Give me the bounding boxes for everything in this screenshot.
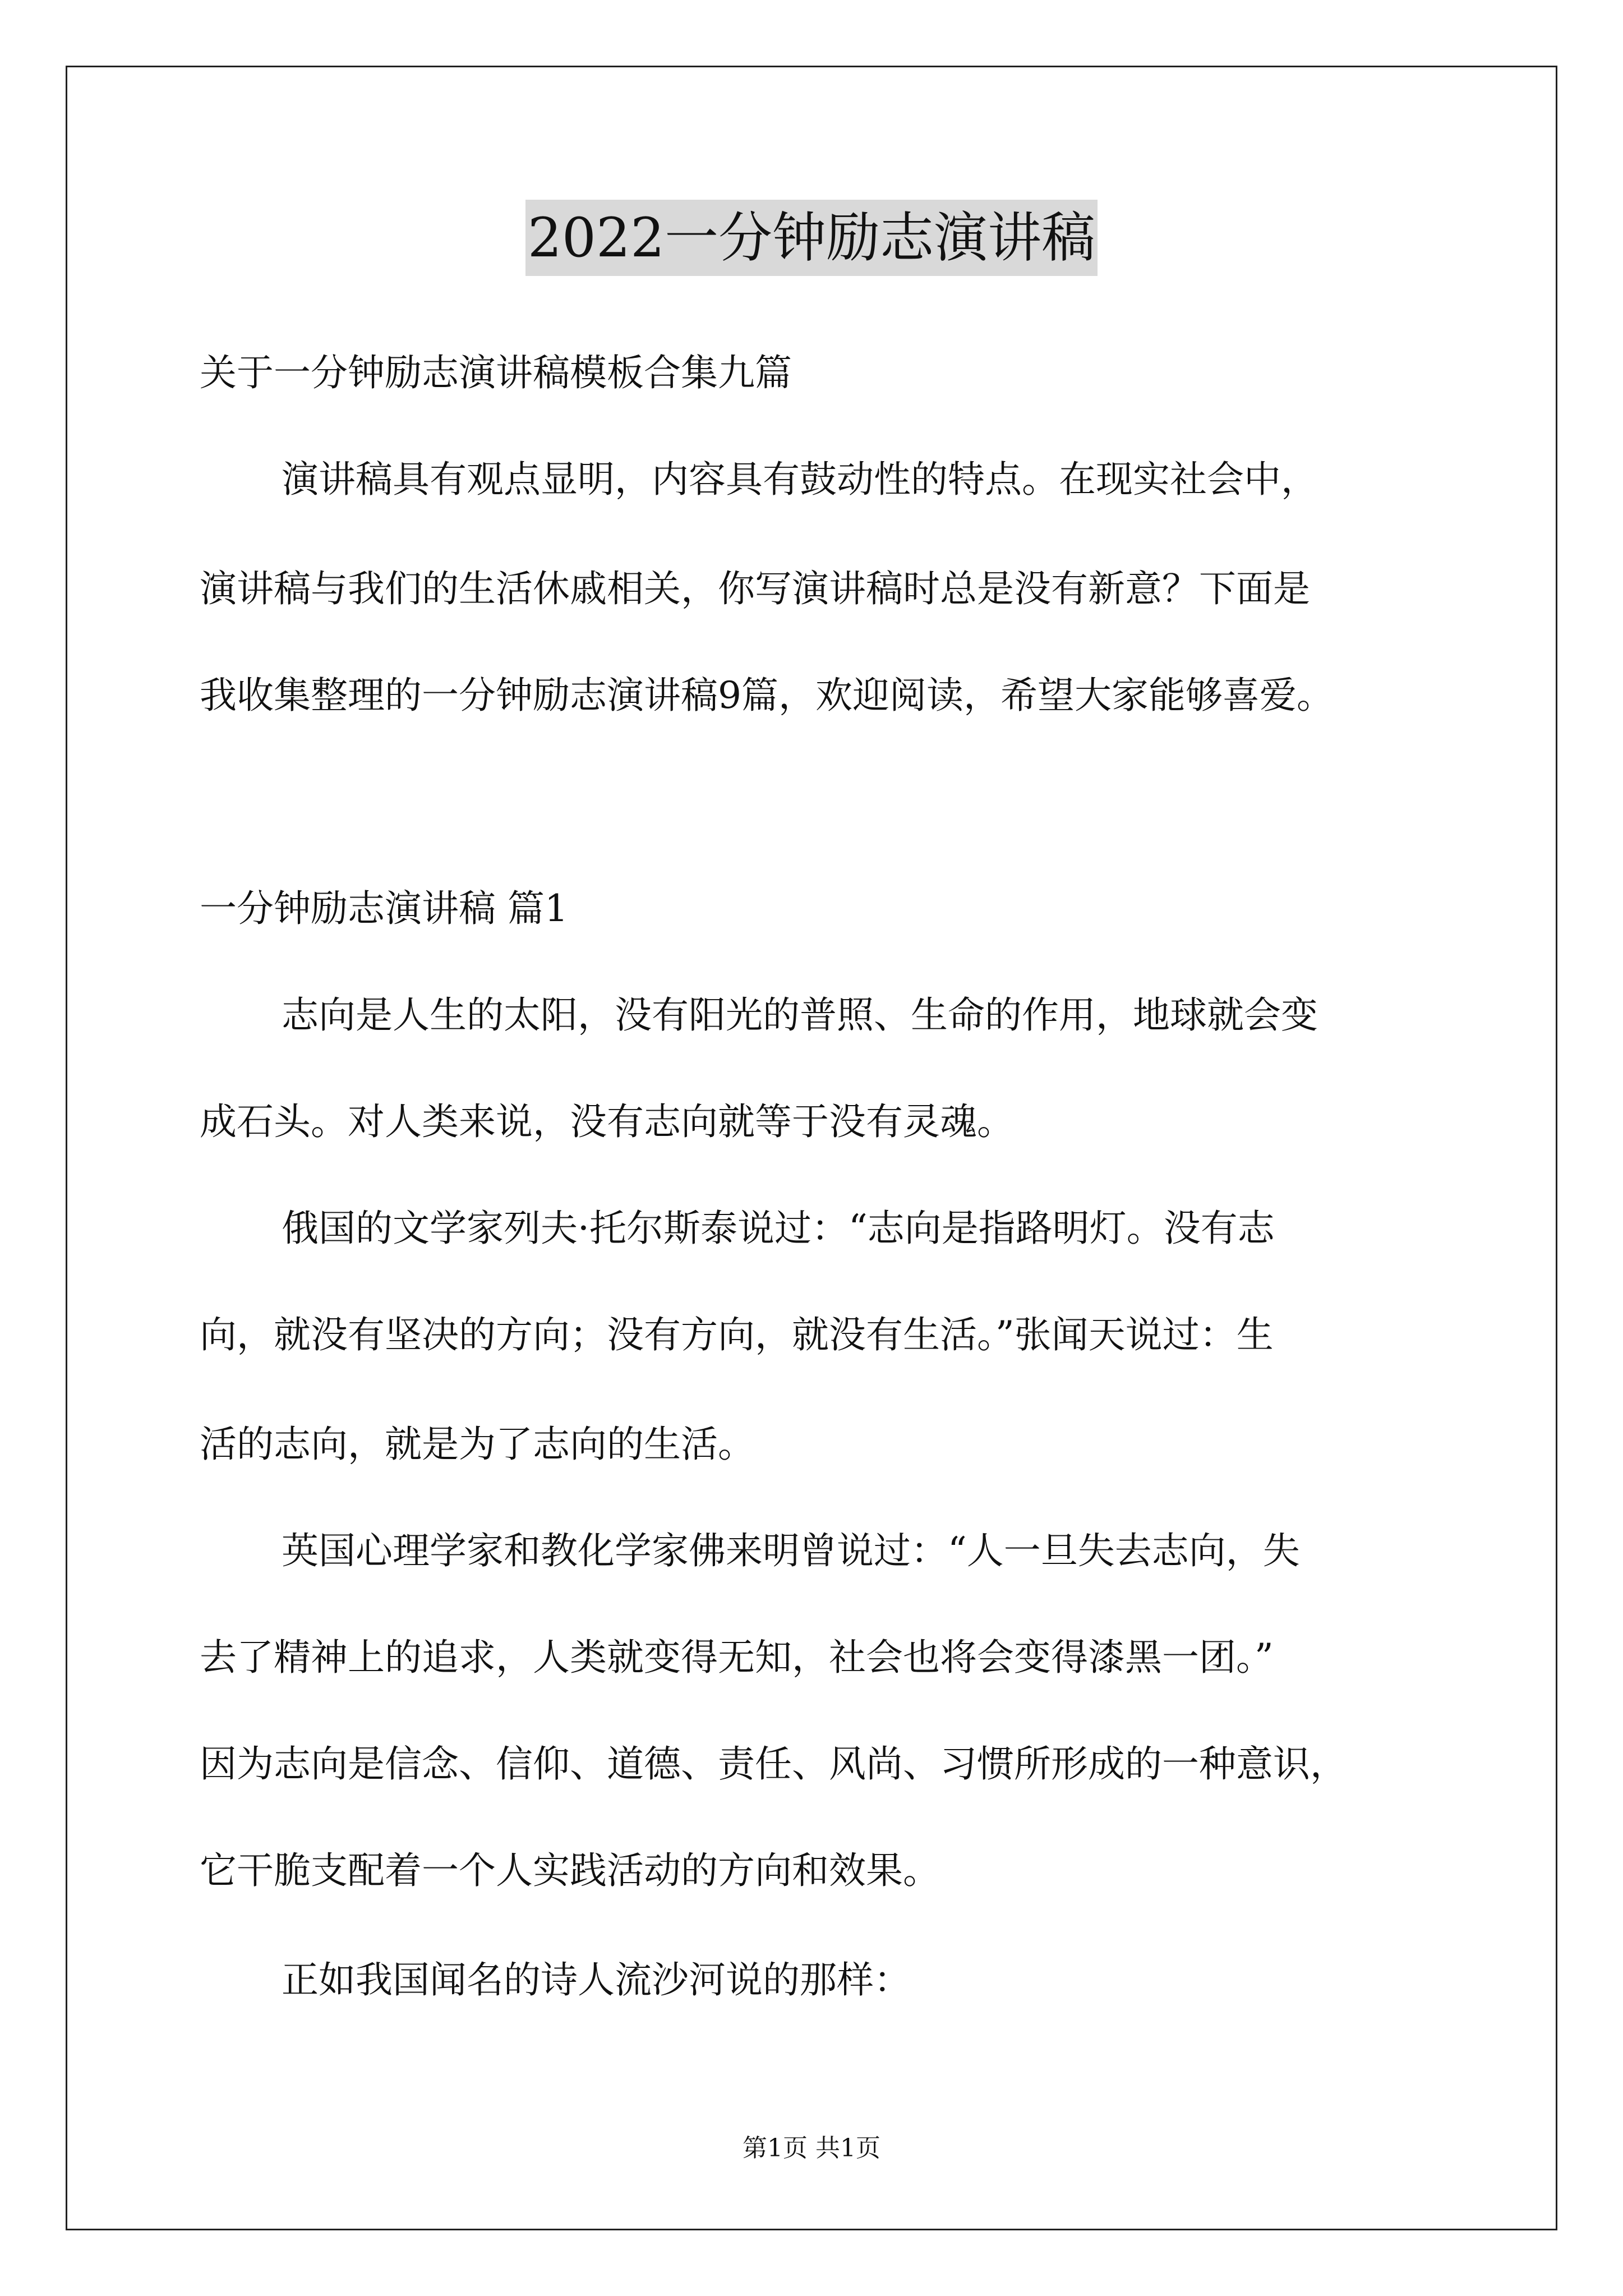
body-line-9: 它干脆支配着一个人实践活动的方向和效果。: [200, 1849, 940, 1892]
body-line-2: 成石头。对人类来说，没有志向就等于没有灵魂。: [200, 1100, 1014, 1143]
document-title: 2022一分钟励志演讲稿: [525, 200, 1098, 276]
body-line-10: 正如我国闻名的诗人流沙河说的那样：: [282, 1958, 911, 2001]
intro-line-2: 演讲稿与我们的生活休戚相关，你写演讲稿时总是没有新意？下面是: [200, 567, 1310, 610]
page-footer: 第1页 共1页: [743, 2134, 880, 2162]
body-line-6: 英国心理学家和教化学家佛来明曾说过：“人一旦失去志向，失: [282, 1529, 1300, 1572]
title-container: [0, 200, 1623, 276]
intro-line-3: 我收集整理的一分钟励志演讲稿9篇，欢迎阅读，希望大家能够喜爱。: [200, 674, 1334, 717]
body-line-8: 因为志向是信念、信仰、道德、责任、风尚、习惯所形成的一种意识，: [200, 1742, 1347, 1786]
body-line-3: 俄国的文学家列夫·托尔斯泰说过：“志向是指路明灯。没有志: [282, 1207, 1275, 1250]
body-line-4: 向，就没有坚决的方向；没有方向，就没有生活。”张闻天说过：生: [200, 1313, 1274, 1356]
document-subtitle: 关于一分钟励志演讲稿模板合集九篇: [200, 351, 792, 394]
section-heading: 一分钟励志演讲稿 篇1: [200, 887, 568, 930]
intro-line-1: 演讲稿具有观点显明，内容具有鼓动性的特点。在现实社会中，: [282, 458, 1318, 501]
body-line-5: 活的志向，就是为了志向的生活。: [200, 1423, 755, 1466]
body-line-1: 志向是人生的太阳，没有阳光的普照、生命的作用，地球就会变: [282, 993, 1318, 1037]
body-line-7: 去了精神上的追求，人类就变得无知，社会也将会变得漆黑一团。”: [200, 1636, 1274, 1679]
